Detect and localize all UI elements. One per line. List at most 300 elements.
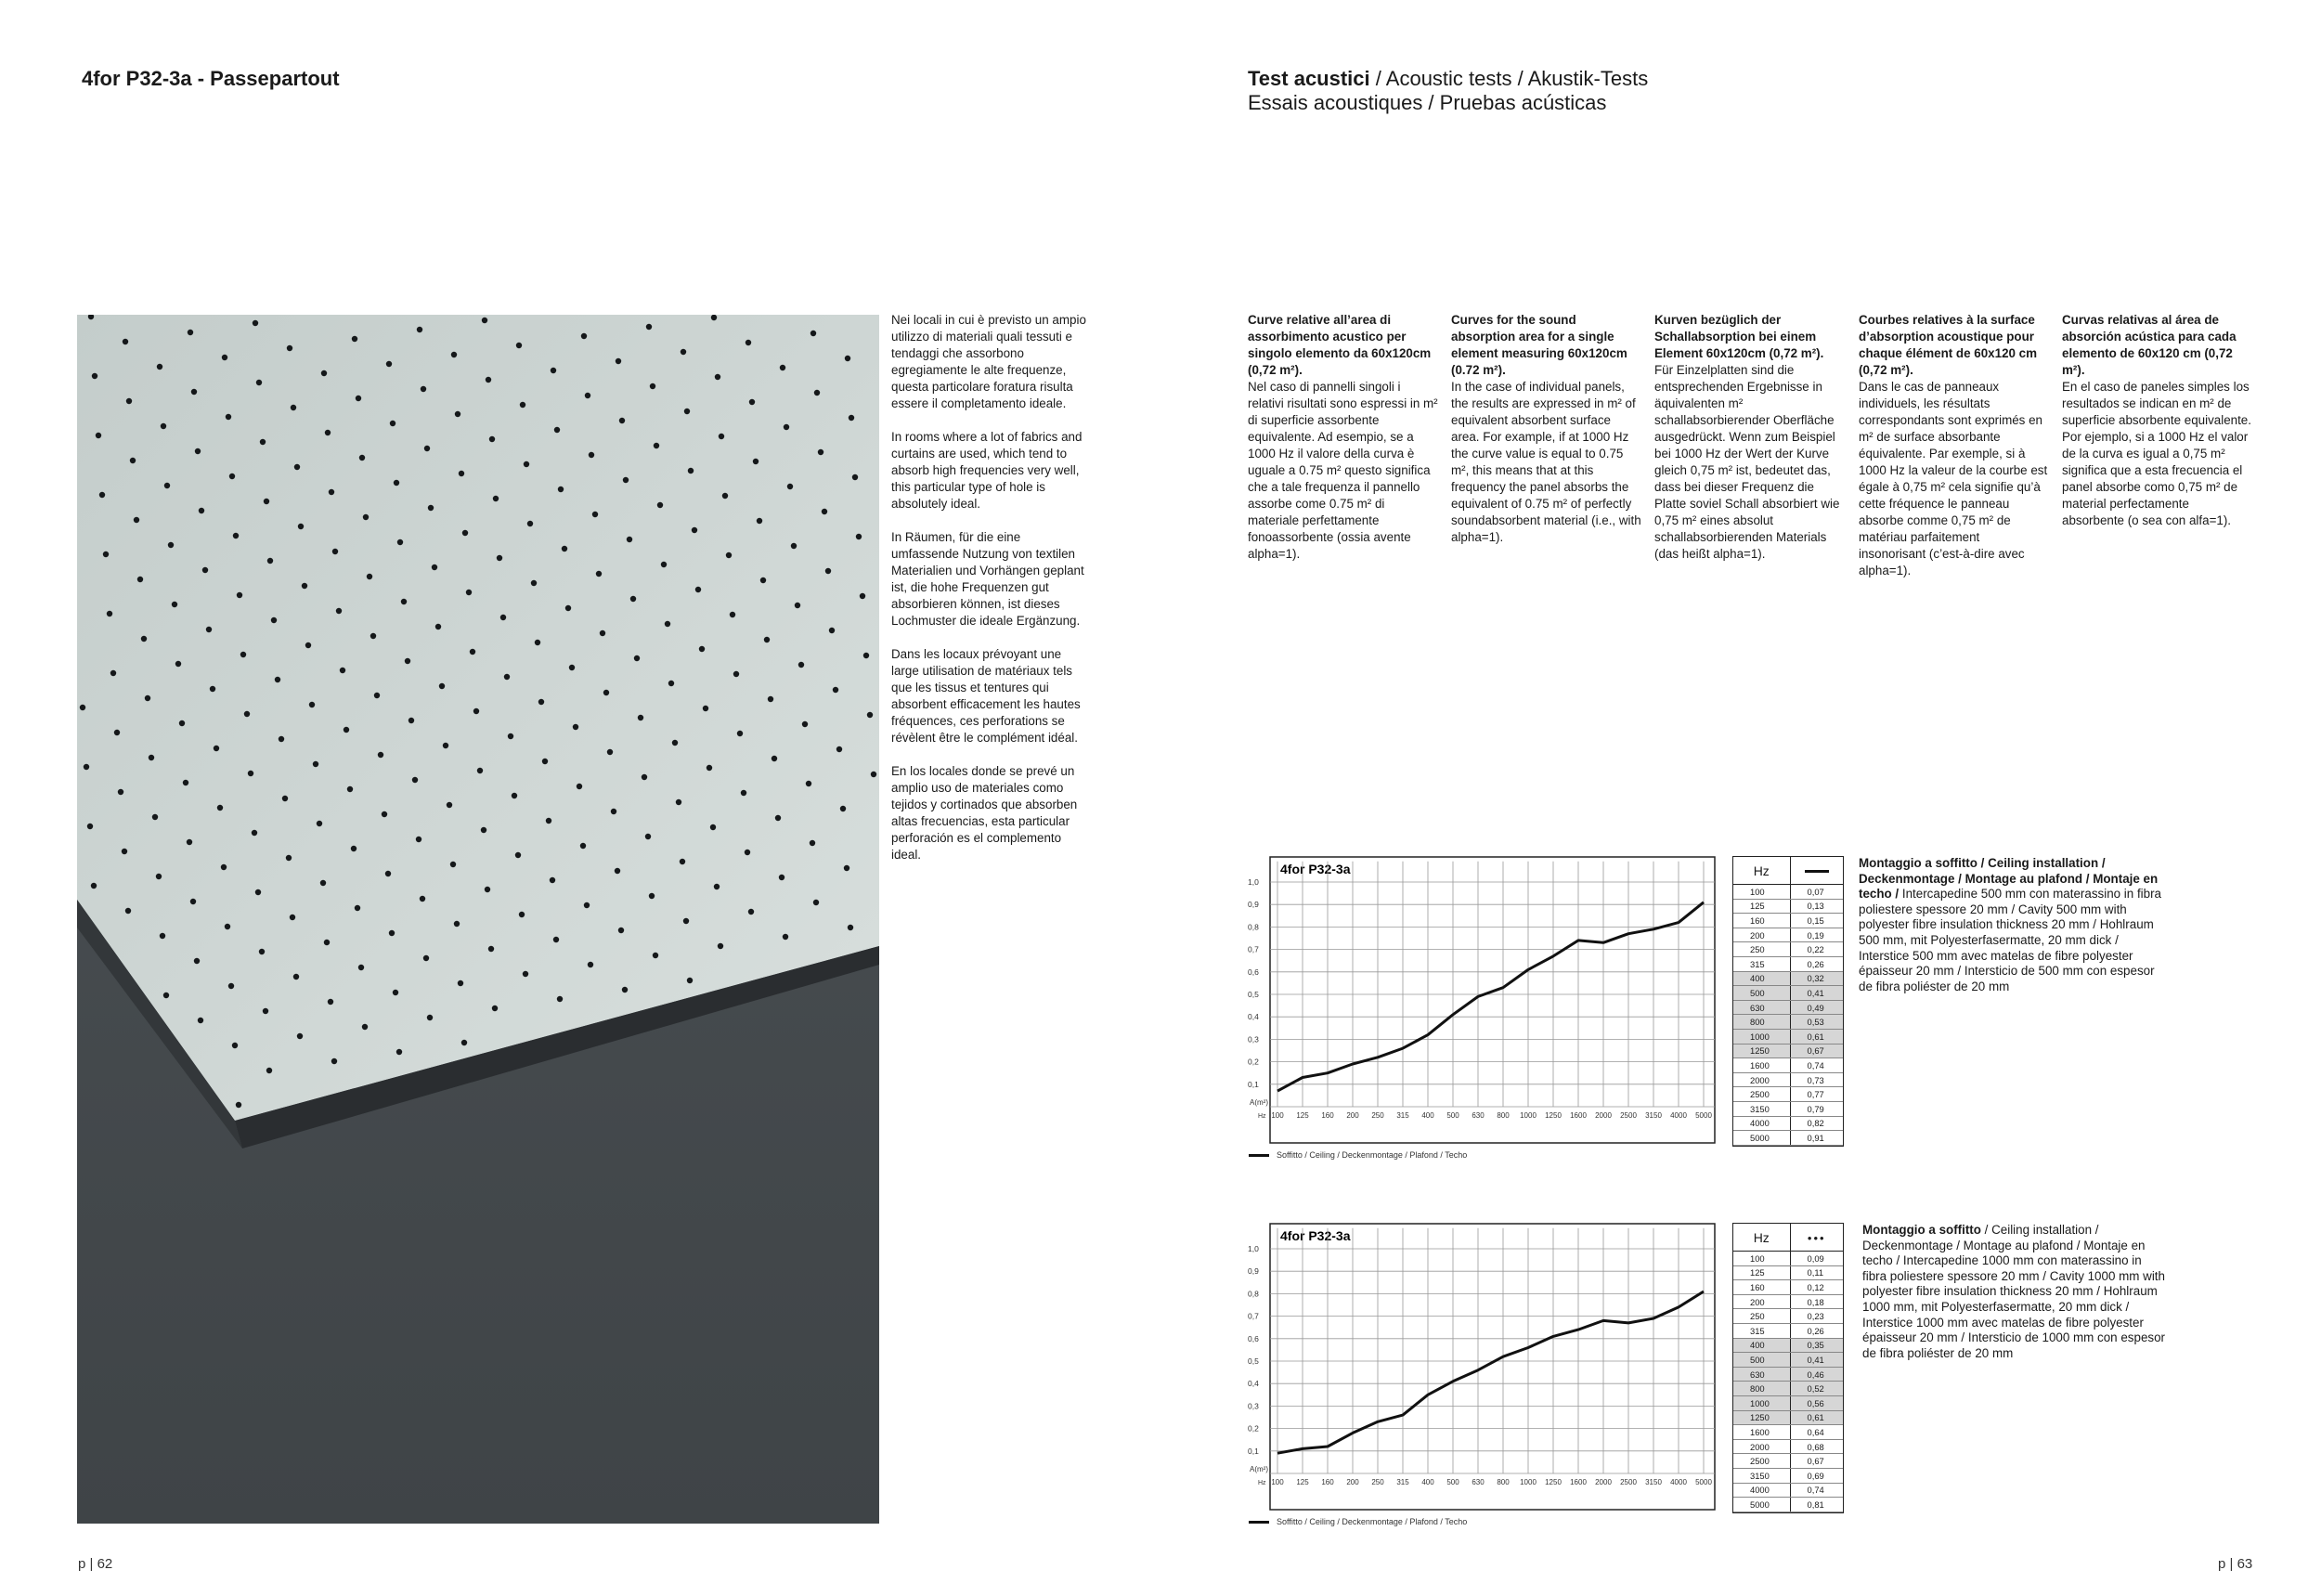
x-tick-label: 4000	[1670, 1478, 1687, 1486]
perforation-hole	[688, 468, 694, 474]
perforation-hole	[260, 439, 266, 445]
perforation-hole	[374, 693, 380, 698]
perforation-hole	[397, 539, 403, 545]
perforation-hole	[764, 637, 770, 642]
table-cell-hz: 500	[1733, 986, 1790, 1001]
table-cell-value: 0,09	[1790, 1252, 1843, 1266]
table-row	[1733, 914, 1843, 928]
perforation-hole	[470, 649, 475, 655]
perforation-hole	[680, 859, 685, 864]
table-cell-hz: 400	[1733, 971, 1790, 986]
perforation-hole	[447, 802, 452, 808]
x-tick-label: 125	[1296, 1478, 1309, 1486]
table-cell-value: 0,91	[1790, 1131, 1843, 1146]
perforation-hole	[222, 355, 227, 360]
perforation-hole	[757, 518, 762, 524]
perforation-hole	[195, 448, 201, 454]
table-cell-value: 0,12	[1790, 1280, 1843, 1295]
table-row	[1733, 1439, 1843, 1454]
table-cell-hz: 1600	[1733, 1425, 1790, 1440]
perforation-hole	[645, 834, 651, 839]
perforation-hole	[719, 434, 724, 439]
perforation-hole	[748, 909, 754, 915]
chart-frame	[1270, 857, 1715, 1143]
x-tick-label: 5000	[1695, 1111, 1712, 1120]
perforation-hole	[749, 399, 755, 405]
table-cell-hz: 315	[1733, 956, 1790, 971]
perforation-hole	[266, 1068, 272, 1073]
perforation-hole	[329, 489, 334, 495]
perforation-hole	[814, 390, 820, 396]
table-cell-hz: 5000	[1733, 1131, 1790, 1146]
perforation-hole	[313, 761, 318, 767]
perforation-hole	[80, 705, 85, 710]
table-row	[1733, 1131, 1843, 1146]
perforation-hole	[114, 730, 120, 735]
perforation-hole	[152, 814, 158, 820]
x-tick-label: 800	[1497, 1478, 1510, 1486]
x-tick-label: 160	[1321, 1111, 1334, 1120]
perforation-hole	[600, 630, 605, 636]
table-cell-hz: 400	[1733, 1338, 1790, 1353]
perforation-hole	[198, 1018, 203, 1023]
perforation-hole	[516, 343, 522, 348]
perforation-hole	[294, 464, 300, 470]
x-tick-label: 2500	[1620, 1111, 1637, 1120]
perforation-hole	[252, 830, 257, 836]
perforation-hole	[199, 508, 204, 513]
perforation-hole	[627, 537, 632, 542]
x-tick-label: 4000	[1670, 1111, 1687, 1120]
perforation-hole	[188, 330, 193, 335]
table-row	[1733, 1000, 1843, 1015]
perforation-hole	[779, 875, 784, 880]
perforation-hole	[325, 430, 331, 435]
x-tick-label: 1000	[1520, 1478, 1537, 1486]
table-cell-hz: 800	[1733, 1382, 1790, 1396]
x-tick-label: 3150	[1645, 1111, 1662, 1120]
perforation-hole	[618, 928, 624, 933]
perforation-hole	[745, 850, 750, 855]
perforation-hole	[497, 555, 502, 561]
perforation-hole	[103, 551, 109, 557]
table-cell-hz: 160	[1733, 1280, 1790, 1295]
perforation-hole	[668, 681, 674, 686]
perforation-hole	[210, 686, 215, 692]
perforation-hole	[580, 843, 586, 849]
perforation-hole	[317, 821, 322, 826]
perforation-hole	[681, 349, 686, 355]
perforation-hole	[726, 552, 732, 558]
y-tick-label: 0,4	[1248, 1379, 1259, 1389]
perforation-hole	[722, 493, 728, 499]
y-tick-label: 0,7	[1248, 944, 1259, 954]
y-tick-label: 0,3	[1248, 1034, 1259, 1045]
perforation-hole	[520, 402, 525, 408]
perforation-hole	[504, 674, 510, 680]
table-cell-hz: 100	[1733, 885, 1790, 900]
perforation-hole	[253, 320, 258, 326]
perforation-hole	[775, 815, 781, 821]
table-cell-value: 0,61	[1790, 1029, 1843, 1044]
perforation-hole	[362, 1024, 368, 1030]
perforation-hole	[822, 509, 827, 514]
perforation-hole	[321, 370, 327, 376]
perforation-hole	[92, 373, 97, 379]
y-tick-label: 0,6	[1248, 1333, 1259, 1343]
x-tick-label: 315	[1396, 1478, 1409, 1486]
perforation-hole	[683, 918, 689, 924]
perforation-hole	[856, 534, 862, 539]
perforation-hole	[287, 345, 292, 351]
perforation-hole	[466, 590, 472, 595]
column-body: En el caso de paneles simples los resultados se indican en m² de superficie absorbente equivalente. Por ejemplo, si a 1000 Hz el valor de la curva es igual a 0,75 m² significa que a esta frecuencia el panel absorbe como 0,75 m² de material perfectamente absorbente (o sea con alfa=1).	[2062, 380, 2251, 527]
perforation-hole	[255, 889, 261, 895]
x-tick-label: 250	[1371, 1111, 1384, 1120]
perforation-hole	[806, 781, 811, 786]
perforation-hole	[718, 943, 723, 949]
y-tick-label: 0,6	[1248, 967, 1259, 977]
column-heading: Courbes relatives à la surface d’absorption acoustique pour chaque élément de 60x120 cm (0,72 m²).	[1859, 313, 2038, 377]
x-tick-label: 2500	[1620, 1478, 1637, 1486]
perforation-hole	[352, 336, 357, 342]
perforation-hole	[423, 955, 429, 961]
x-tick-label: 500	[1446, 1111, 1459, 1120]
table-header-symbol	[1790, 857, 1843, 885]
table-cell-value: 0,41	[1790, 986, 1843, 1001]
x-tick-label: 200	[1346, 1111, 1359, 1120]
x-tick-label: 630	[1472, 1111, 1485, 1120]
perforation-hole	[585, 393, 590, 398]
perforation-hole	[382, 811, 387, 817]
perforation-hole	[405, 658, 410, 664]
perforation-hole	[191, 389, 197, 395]
table-row	[1733, 1498, 1843, 1512]
perforation-hole	[551, 368, 556, 373]
table-row	[1733, 1353, 1843, 1368]
perforation-hole	[508, 733, 513, 739]
perforation-hole	[259, 949, 265, 954]
x-tick-label: 500	[1446, 1478, 1459, 1486]
perforation-hole	[619, 418, 625, 423]
perforation-hole	[462, 530, 468, 536]
perforation-hole	[523, 971, 528, 977]
perforation-hole	[692, 527, 697, 533]
perforation-hole	[634, 655, 640, 661]
perforation-hole	[91, 883, 97, 889]
table-header-hz: Hz	[1733, 857, 1790, 885]
legend-text: Soffitto / Ceiling / Deckenmontage / Plafond / Techo	[1277, 1517, 1468, 1526]
table-row	[1733, 1454, 1843, 1469]
perforation-hole	[396, 1049, 402, 1055]
table-cell-hz: 3150	[1733, 1101, 1790, 1116]
table-cell-value: 0,11	[1790, 1265, 1843, 1280]
perforation-hole	[699, 646, 705, 652]
column-en	[1451, 312, 1642, 546]
perforation-hole	[145, 695, 150, 701]
perforation-hole	[421, 386, 426, 392]
perforation-hole	[290, 915, 295, 920]
perforation-hole	[390, 421, 395, 426]
perforation-hole	[795, 603, 800, 608]
column-de	[1654, 312, 1846, 563]
perforation-hole	[320, 880, 326, 886]
column-body: Für Einzelplatten sind die entsprechenden Ergebnisse in äquivalenten m² schallabsorbierender Oberfläche ausgedrückt. Wenn zum Beispiel bei 1000 Hz der Wert der Kurve gleich 0,75 m² ist, bedeutet das, dass bei dieser Frequenz die Platte soviel Schall absorbiert wie 0,75 m² eines absolut schallabsorbierenden Materials (das heißt alpha=1).	[1654, 363, 1840, 561]
table-header-hz: Hz	[1733, 1224, 1790, 1252]
perforation-hole	[684, 409, 690, 414]
table-cell-value: 0,07	[1790, 885, 1843, 900]
table-row	[1733, 1101, 1843, 1116]
table-cell-hz: 160	[1733, 914, 1790, 928]
perforation-hole	[711, 315, 717, 320]
perforation-hole	[130, 458, 136, 463]
perforation-hole	[825, 568, 831, 574]
perforation-hole	[451, 352, 457, 357]
absorption-chart-1	[1247, 856, 1716, 1144]
perforation-hole	[489, 436, 495, 442]
perforation-hole	[141, 636, 147, 642]
perforation-hole	[367, 574, 372, 579]
intro-en: In rooms where a lot of fabrics and curtains are used, which tend to absorb high frequencies very well, this particular type of hole is absolutely ideal.	[891, 430, 1083, 511]
section-title-line2: Essais acoustiques / Pruebas acústicas	[1248, 91, 1607, 114]
perforation-hole	[332, 549, 338, 554]
perforation-hole	[221, 864, 227, 870]
perforation-hole	[611, 809, 616, 814]
perforation-hole	[554, 427, 560, 433]
perforation-hole	[787, 484, 793, 489]
perforation-hole	[538, 699, 544, 705]
perforation-hole	[848, 925, 853, 930]
perforation-hole	[746, 340, 751, 345]
perforation-hole	[161, 423, 166, 429]
perforation-hole	[420, 896, 425, 902]
x-tick-label: 1600	[1570, 1111, 1587, 1120]
table-row	[1733, 942, 1843, 957]
table-row	[1733, 1058, 1843, 1073]
perforation-hole	[519, 912, 525, 917]
perforation-hole	[531, 580, 537, 586]
perforation-hole	[84, 764, 89, 770]
perforation-hole	[622, 987, 628, 993]
perforation-hole	[340, 668, 345, 673]
perforation-hole	[562, 546, 567, 551]
table-row	[1733, 971, 1843, 986]
perforation-hole	[194, 958, 200, 964]
table-row	[1733, 1483, 1843, 1498]
desc-body: Intercapedine 500 mm con materassino in fibra poliestere spessore 20 mm / Cavity 500 mm with polyester fibre insulation thickness 20 mm / Hohlraum 500 mm, mit Polyesterfasermatte, 20 mm dick / Interstice 500 mm avec matelas de fibre polyester épaisseur 20 mm / Intersticio de 500 mm con espesor de fibra poliéster de 20 mm	[1859, 887, 2161, 993]
perforation-hole	[302, 583, 307, 589]
perforation-hole	[733, 671, 739, 677]
perforation-hole	[370, 633, 376, 639]
perforation-hole	[569, 665, 575, 670]
perforation-hole	[427, 1015, 433, 1020]
table-cell-hz: 125	[1733, 1265, 1790, 1280]
perforation-hole	[798, 662, 804, 668]
perforation-hole	[355, 905, 360, 911]
x-axis-label: Hz	[1258, 1113, 1266, 1120]
table-cell-value: 0,35	[1790, 1338, 1843, 1353]
x-tick-label: 1250	[1545, 1111, 1562, 1120]
x-tick-label: 125	[1296, 1111, 1309, 1120]
perforation-hole	[123, 339, 128, 344]
perforation-hole	[492, 1006, 498, 1011]
x-tick-label: 2000	[1595, 1478, 1612, 1486]
table-row	[1733, 986, 1843, 1001]
installation-desc-1	[1859, 856, 2165, 994]
table-cell-value: 0,74	[1790, 1483, 1843, 1498]
perforation-hole	[293, 974, 299, 980]
perforation-hole	[175, 661, 181, 667]
perforation-hole	[657, 502, 663, 508]
table-row	[1733, 1087, 1843, 1102]
table-row	[1733, 928, 1843, 942]
section-title-rest: / Acoustic tests / Akustik-Tests	[1369, 67, 1649, 90]
table-cell-value: 0,67	[1790, 1044, 1843, 1058]
perforation-hole	[836, 746, 842, 752]
table-header-symbol	[1790, 1224, 1843, 1252]
y-axis-label: A(m²)	[1250, 1465, 1268, 1473]
x-axis-label: Hz	[1258, 1480, 1266, 1486]
y-tick-label: 1,0	[1248, 1244, 1259, 1253]
perforation-hole	[118, 789, 123, 795]
table-cell-hz: 1000	[1733, 1395, 1790, 1410]
table-row	[1733, 899, 1843, 914]
perforation-hole	[791, 543, 797, 549]
y-tick-label: 0,9	[1248, 1266, 1259, 1277]
perforation-hole	[328, 999, 333, 1005]
perforation-hole	[565, 605, 571, 611]
perforation-hole	[542, 759, 548, 764]
table-row	[1733, 1367, 1843, 1382]
perforation-hole	[481, 827, 486, 833]
perforation-hole	[760, 577, 766, 583]
perforation-hole	[389, 930, 395, 936]
table-row	[1733, 1382, 1843, 1396]
perforation-hole	[190, 899, 196, 904]
table-cell-hz: 125	[1733, 899, 1790, 914]
perforation-hole	[202, 567, 208, 573]
values-table-2	[1732, 1223, 1844, 1513]
perforation-hole	[553, 937, 559, 942]
x-tick-label: 200	[1346, 1478, 1359, 1486]
table-cell-hz: 1250	[1733, 1044, 1790, 1058]
table-cell-value: 0,46	[1790, 1367, 1843, 1382]
table-cell-value: 0,81	[1790, 1498, 1843, 1512]
perforation-hole	[588, 962, 593, 967]
table-cell-hz: 500	[1733, 1353, 1790, 1368]
table-cell-value: 0,77	[1790, 1087, 1843, 1102]
perforation-hole	[741, 790, 746, 796]
table-cell-value: 0,74	[1790, 1058, 1843, 1073]
intro-es: En los locales donde se prevé un amplio uso de materiales como tejidos y cortinados que absorben altas frecuencias, esta particular perforación es el complemento ideal.	[891, 764, 1078, 862]
perforation-hole	[183, 780, 188, 785]
perforation-hole	[714, 884, 720, 889]
perforation-hole	[867, 712, 873, 718]
table-row	[1733, 1323, 1843, 1338]
table-row	[1733, 1029, 1843, 1044]
table-cell-value: 0,15	[1790, 914, 1843, 928]
table-cell-hz: 800	[1733, 1015, 1790, 1030]
perforation-hole	[149, 755, 154, 760]
perforation-hole	[642, 774, 647, 780]
perforation-hole	[687, 978, 693, 983]
table-cell-value: 0,56	[1790, 1395, 1843, 1410]
perforation-hole	[168, 542, 174, 548]
perforation-hole	[267, 558, 273, 564]
perforation-hole	[435, 624, 441, 629]
perforation-hole	[783, 934, 788, 940]
chart-title: 4for P32-3a	[1280, 862, 1351, 876]
perforation-hole	[615, 868, 620, 874]
table-cell-hz: 1000	[1733, 1029, 1790, 1044]
perforation-hole	[309, 702, 315, 707]
perforation-hole	[401, 599, 407, 604]
table-cell-value: 0,23	[1790, 1309, 1843, 1324]
perforation-hole	[863, 653, 869, 658]
perforation-hole	[385, 871, 391, 876]
perforation-hole	[592, 512, 598, 517]
column-body: In the case of individual panels, the results are expressed in m² of equivalent absorbent surface area. For example, if at 1000 Hz the curve value is equal to 0.75 m², this means that at this frequency the panel absorbs the equivalent of 0.75 m² of perfectly soundabsorbent material (i.e., with alpha=1).	[1451, 380, 1641, 544]
table-cell-value: 0,68	[1790, 1439, 1843, 1454]
perforation-hole	[653, 953, 658, 958]
chart-frame	[1270, 1224, 1715, 1510]
table-cell-value: 0,52	[1790, 1382, 1843, 1396]
column-heading: Kurven bezüglich der Schallabsorption bei einem Element 60x120cm (0,72 m²).	[1654, 313, 1824, 360]
table-cell-hz: 100	[1733, 1252, 1790, 1266]
table-cell-hz: 2000	[1733, 1072, 1790, 1087]
table-row	[1733, 1425, 1843, 1440]
perforation-hole	[512, 793, 517, 798]
table-row	[1733, 1015, 1843, 1030]
perforation-hole	[229, 474, 235, 479]
y-tick-label: 0,2	[1248, 1423, 1259, 1434]
perforation-hole	[486, 377, 491, 383]
table-cell-hz: 250	[1733, 1309, 1790, 1324]
table-cell-value: 0,26	[1790, 1323, 1843, 1338]
table-row	[1733, 1280, 1843, 1295]
perforation-hole	[849, 415, 854, 421]
desc-heading: Montaggio a soffitto	[1862, 1223, 1981, 1237]
chart-1-legend	[1249, 1150, 1467, 1160]
legend-line-icon	[1249, 1521, 1269, 1524]
perforation-hole	[282, 796, 288, 801]
table-cell-hz: 1250	[1733, 1410, 1790, 1425]
table-cell-hz: 4000	[1733, 1483, 1790, 1498]
x-tick-label: 160	[1321, 1478, 1334, 1486]
x-tick-label: 400	[1421, 1478, 1434, 1486]
perforation-hole	[650, 383, 655, 389]
table-cell-value: 0,18	[1790, 1294, 1843, 1309]
perforation-hole	[351, 846, 357, 851]
column-body: Nel caso di pannelli singoli i relativi risultati sono espressi in m² di superficie assorbente equivalente. Ad esempio, se a 1000 Hz il valore della curva è uguale a 0.75 m² questo significa che a tale frequenza il pannello assorbe come 0.75 m² di materiale perfettamente fonoassorbente (ossia avente alpha=1).	[1248, 380, 1438, 561]
perforation-hole	[661, 562, 667, 567]
perforation-hole	[297, 1033, 303, 1039]
table-cell-hz: 2500	[1733, 1087, 1790, 1102]
table-cell-value: 0,26	[1790, 956, 1843, 971]
perforation-hole	[772, 756, 777, 761]
x-tick-label: 800	[1497, 1111, 1510, 1120]
perforation-hole	[305, 642, 311, 648]
perforation-hole	[248, 771, 253, 776]
perforation-hole	[810, 331, 816, 336]
table-cell-hz: 2500	[1733, 1454, 1790, 1469]
table-cell-hz: 315	[1733, 1323, 1790, 1338]
perforation-hole	[232, 1043, 238, 1048]
perforation-hole	[439, 683, 445, 689]
perforation-hole	[263, 1008, 268, 1014]
table-row	[1733, 885, 1843, 900]
perforation-hole	[488, 946, 494, 952]
